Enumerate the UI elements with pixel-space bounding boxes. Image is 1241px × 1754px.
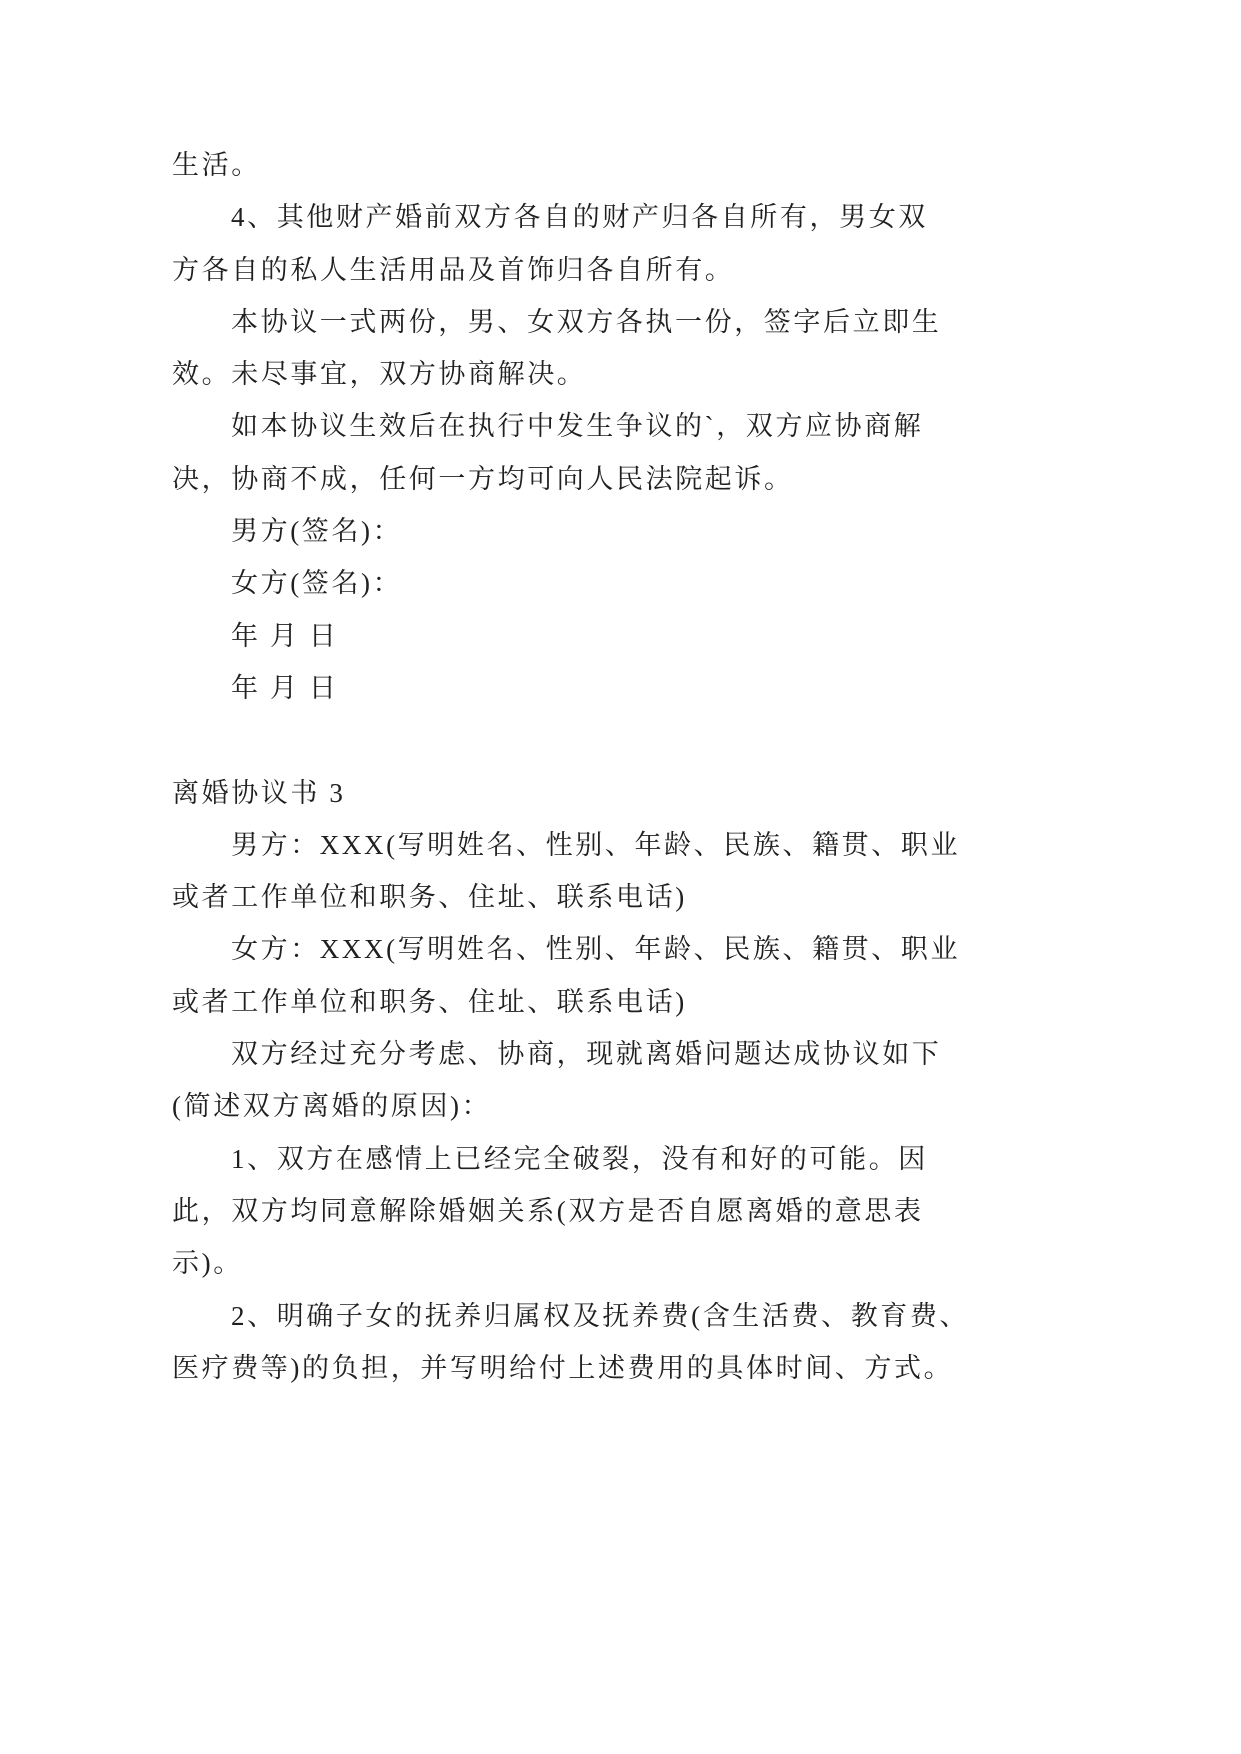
- text-line: 生活。: [172, 150, 261, 180]
- text-line: 4、其他财产婚前双方各自的财产归各自所有，男女双: [231, 202, 928, 233]
- text-line: 双方经过充分考虑、协商，现就离婚问题达成协议如下: [231, 1039, 942, 1070]
- paragraph-male-party: [172, 819, 1092, 924]
- male-signature-line: 男方(签名)：: [231, 516, 403, 547]
- text-line: 如本协议生效后在执行中发生争议的`，双方应协商解: [231, 411, 924, 442]
- text-line: (简述双方离婚的原因)：: [172, 1091, 492, 1122]
- paragraph-item-4: [172, 191, 1092, 296]
- paragraph-item-2: [172, 1290, 1092, 1395]
- male-date-line: 年 月 日: [231, 620, 339, 651]
- text-line: 本协议一式两份，男、女双方各执一份，签字后立即生: [231, 306, 942, 337]
- text-line: 男方：XXX(写明姓名、性别、年龄、民族、籍贯、职业: [231, 829, 961, 860]
- text-line: 2、明确子女的抚养归属权及抚养费(含生活费、教育费、: [231, 1300, 970, 1331]
- text-line: 效。未尽事宜，双方协商解决。: [172, 359, 587, 390]
- text-line: 女方：XXX(写明姓名、性别、年龄、民族、籍贯、职业: [231, 934, 961, 965]
- text-line: 1、双方在感情上已经完全破裂，没有和好的可能。因: [231, 1143, 928, 1174]
- text-line: 决，协商不成，任何一方均可向人民法院起诉。: [172, 463, 794, 494]
- paragraph-preamble: [172, 1028, 1092, 1133]
- agreement-title: 离婚协议书 3: [172, 777, 346, 808]
- text-line: 或者工作单位和职务、住址、联系电话): [172, 882, 687, 913]
- text-line: 医疗费等)的负担，并写明给付上述费用的具体时间、方式。: [172, 1352, 954, 1383]
- text-line: 方各自的私人生活用品及首饰归各自所有。: [172, 254, 735, 285]
- text-line: 或者工作单位和职务、住址、联系电话): [172, 986, 687, 1017]
- female-signature-line: 女方(签名)：: [231, 568, 403, 599]
- section-spacer: [172, 714, 1092, 766]
- paragraph-item-1: [172, 1133, 1092, 1290]
- paragraph-item-3-tail: [172, 139, 1092, 191]
- paragraph-copies-clause: [172, 296, 1092, 401]
- paragraph-female-party: [172, 923, 1092, 1028]
- text-line: 示)。: [172, 1248, 243, 1279]
- female-date-line: 年 月 日: [231, 672, 339, 703]
- paragraph-dispute-clause: [172, 400, 1092, 505]
- text-line: 此，双方均同意解除婚姻关系(双方是否自愿离婚的意思表: [172, 1195, 924, 1226]
- document-body: [172, 139, 1092, 1394]
